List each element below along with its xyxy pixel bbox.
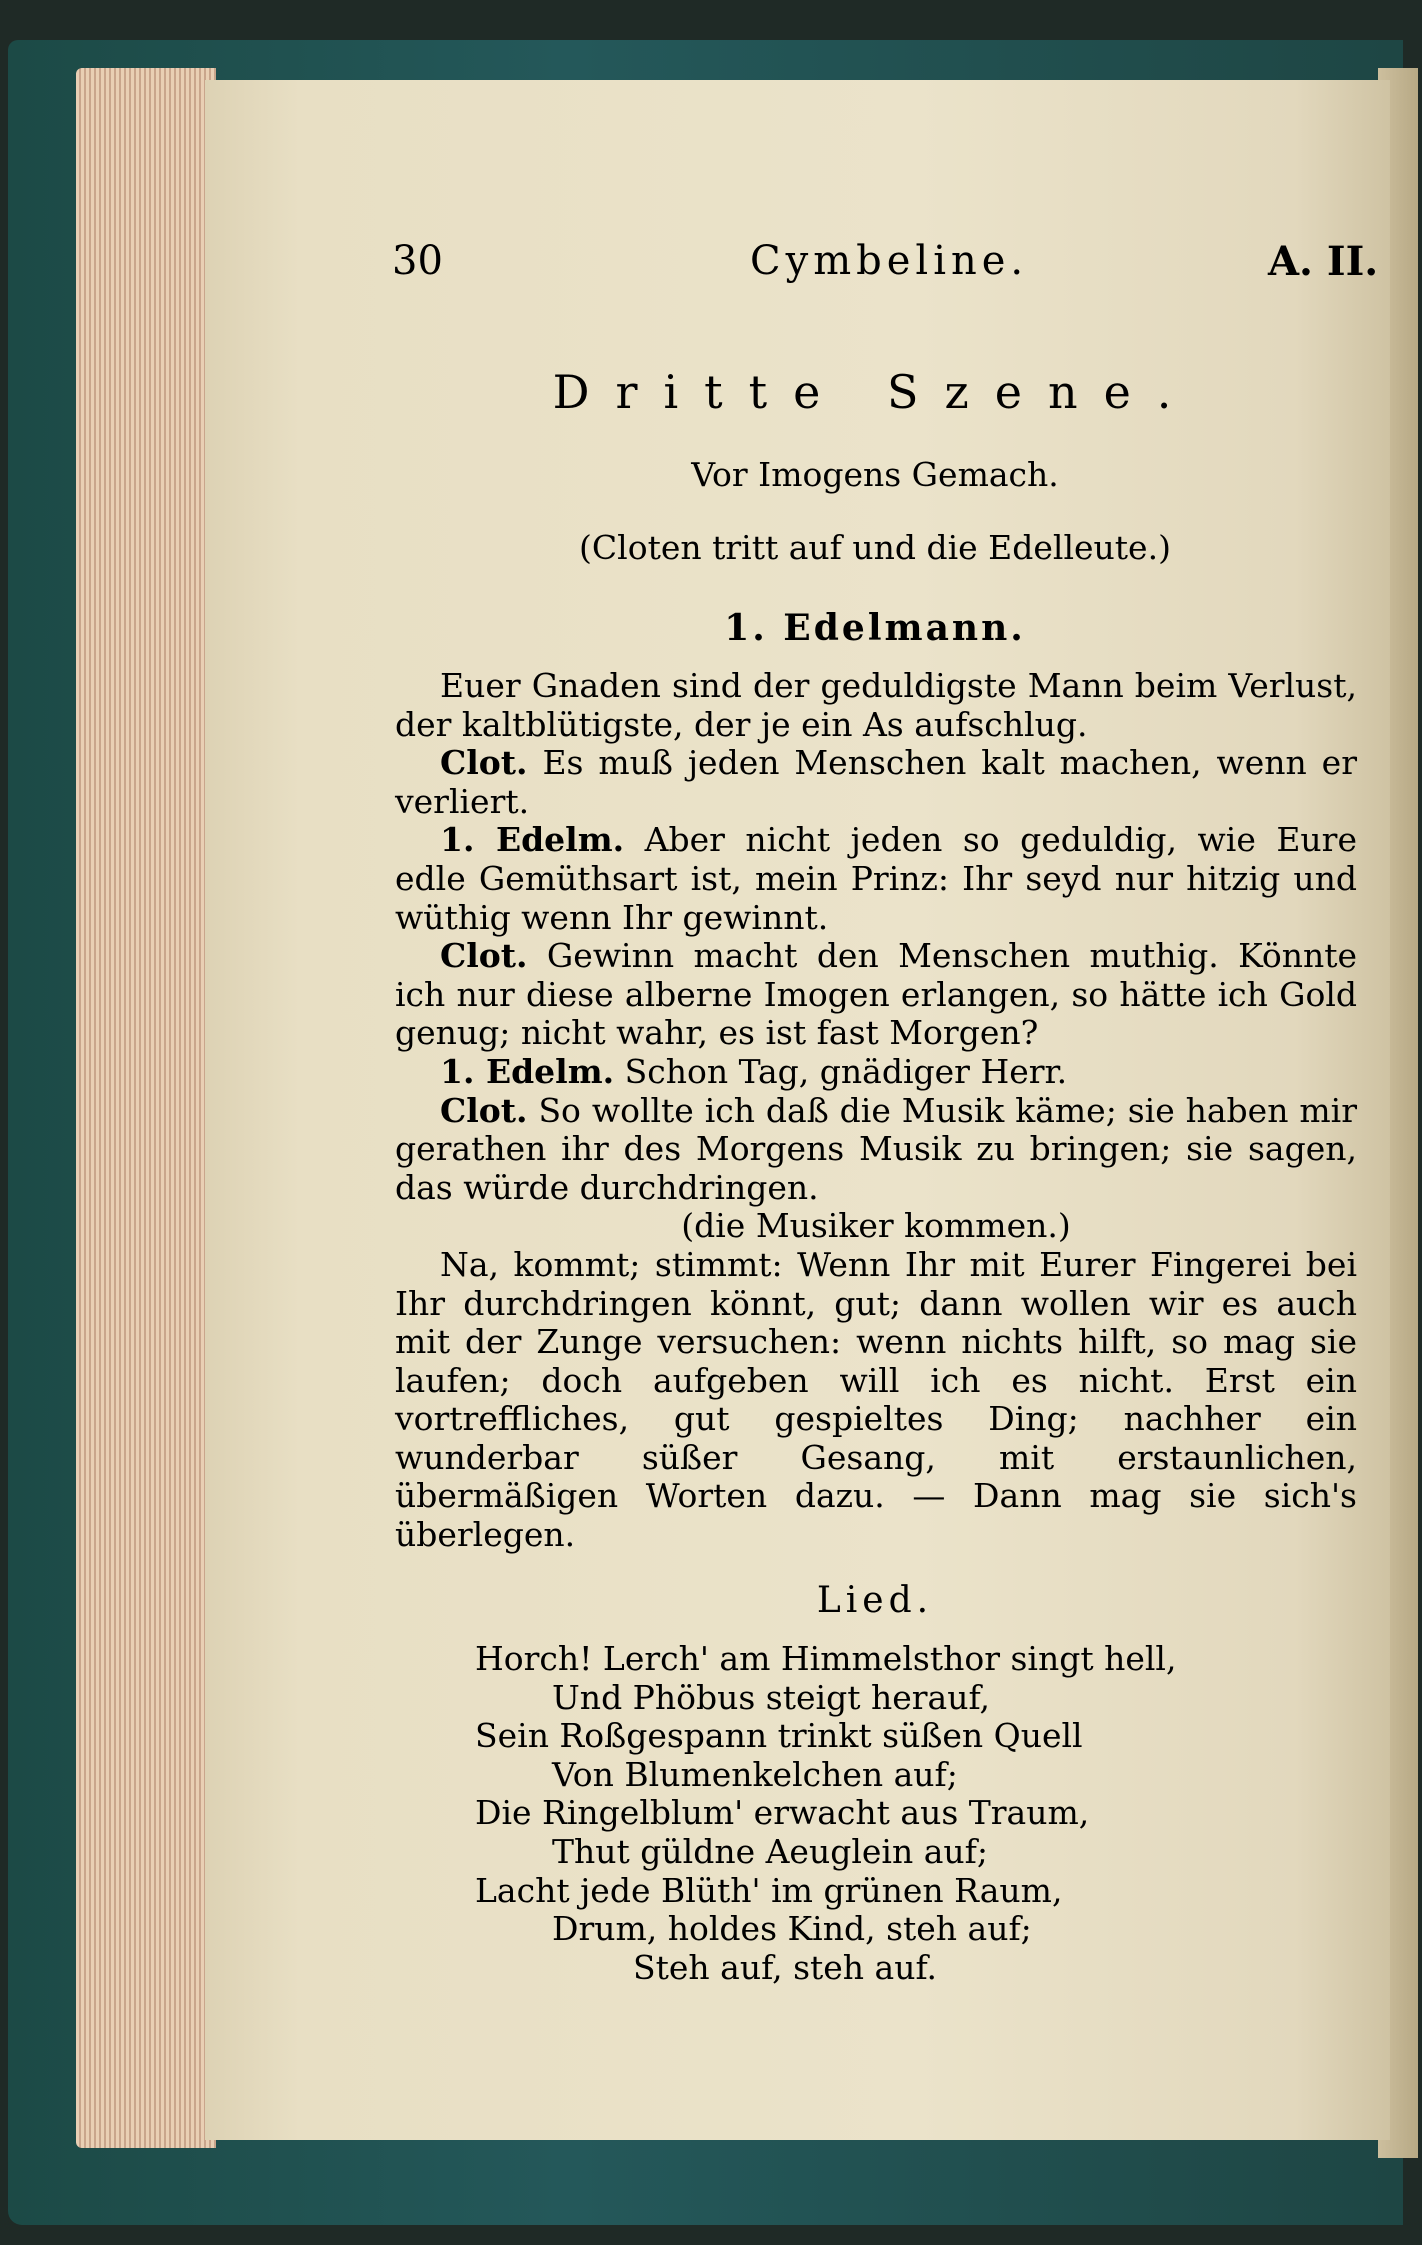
entrance-direction: (Cloten tritt auf und die Edelleute.) xyxy=(579,528,1171,567)
speaker-heading: 1. Edelmann. xyxy=(724,607,1026,649)
dialogue-line xyxy=(395,667,1357,744)
song-line: Sein Roßgespann trinkt süßen Quell xyxy=(475,1716,1083,1756)
speech-paragraph: Na, kommt; stimmt: Wenn Ihr mit Eurer Fingerei bei Ihr durchdringen könnt, gut; dann wollen wir es auch mit der Zunge versuchen: wenn nichts hilft, so mag sie laufen; doch aufgeben will ich es nicht. Erst ein vortreffliches, gut gespieltes Ding; nachher ein wunderbar süßer Gesang, mit erstaunlichen, übermäßigen Worten dazu. — Dann mag sie sich's überlegen. xyxy=(395,1244,1357,1555)
dialogue-line xyxy=(395,937,1357,1053)
act-marker: A. II. xyxy=(1268,238,1379,285)
dialogue-text: So wollte ich daß die Musik käme; sie haben mir gerathen ihr des Morgens Musik zu bringen; sie sagen, das würde durchdringen. xyxy=(395,1090,1357,1207)
song-line: Thut güldne Aeuglein auf; xyxy=(552,1831,988,1871)
scene-location: Vor Imogens Gemach. xyxy=(691,455,1059,494)
speaker-name: Clot. xyxy=(440,936,528,976)
song-line: Steh auf, steh auf. xyxy=(633,1947,938,1987)
page-edges xyxy=(76,68,216,2148)
dialogue-text: Schon Tag, gnädiger Herr. xyxy=(624,1051,1068,1091)
speaker-name: 1. Edelm. xyxy=(440,1051,615,1091)
dialogue-text: Aber nicht jeden so geduldig, wie Eure edle Gemüthsart ist, mein Prinz: Ihr seyd nur hitzig und wüthig wenn Ihr gewinnt. xyxy=(395,820,1357,937)
song-line: Lacht jede Blüth' im grünen Raum, xyxy=(475,1870,1063,1910)
speaker-name: 1. Edelm. xyxy=(440,820,625,860)
song-verse xyxy=(475,1640,1275,1987)
dialogue-line xyxy=(395,1053,1357,1092)
speaker-name: Clot. xyxy=(440,743,528,783)
song-line: Drum, holdes Kind, steh auf; xyxy=(552,1909,1032,1949)
song-line: Von Blumenkelchen auf; xyxy=(552,1754,958,1794)
dialogue-line xyxy=(395,744,1357,821)
dialogue-text: Gewinn macht den Menschen muthig. Könnte ich nur diese alberne Imogen erlangen, so hätte ich Gold genug; nicht wahr, es ist fast Morgen? xyxy=(395,936,1357,1053)
dialogue-text: Es muß jeden Menschen kalt machen, wenn er verliert. xyxy=(395,743,1357,821)
song-line: Die Ringelblum' erwacht aus Traum, xyxy=(475,1793,1090,1833)
dialogue-line xyxy=(395,821,1357,937)
dialogue-block xyxy=(395,667,1357,1555)
song-title: Lied. xyxy=(816,1580,934,1621)
dialogue-text: Euer Gnaden sind der geduldigste Mann beim Verlust, der kaltblütigste, der je ein As aufschlug. xyxy=(395,666,1357,744)
stage-direction: (die Musiker kommen.) xyxy=(681,1206,1071,1246)
page-number: 30 xyxy=(392,238,443,284)
speaker-name: Clot. xyxy=(440,1090,528,1130)
running-title: Cymbeline. xyxy=(750,238,1029,284)
song-line: Und Phöbus steigt herauf, xyxy=(552,1677,990,1717)
dialogue-line xyxy=(395,1092,1357,1208)
scene-title: Dritte Szene. xyxy=(552,365,1198,419)
song-line: Horch! Lerch' am Himmelsthor singt hell, xyxy=(475,1639,1177,1678)
